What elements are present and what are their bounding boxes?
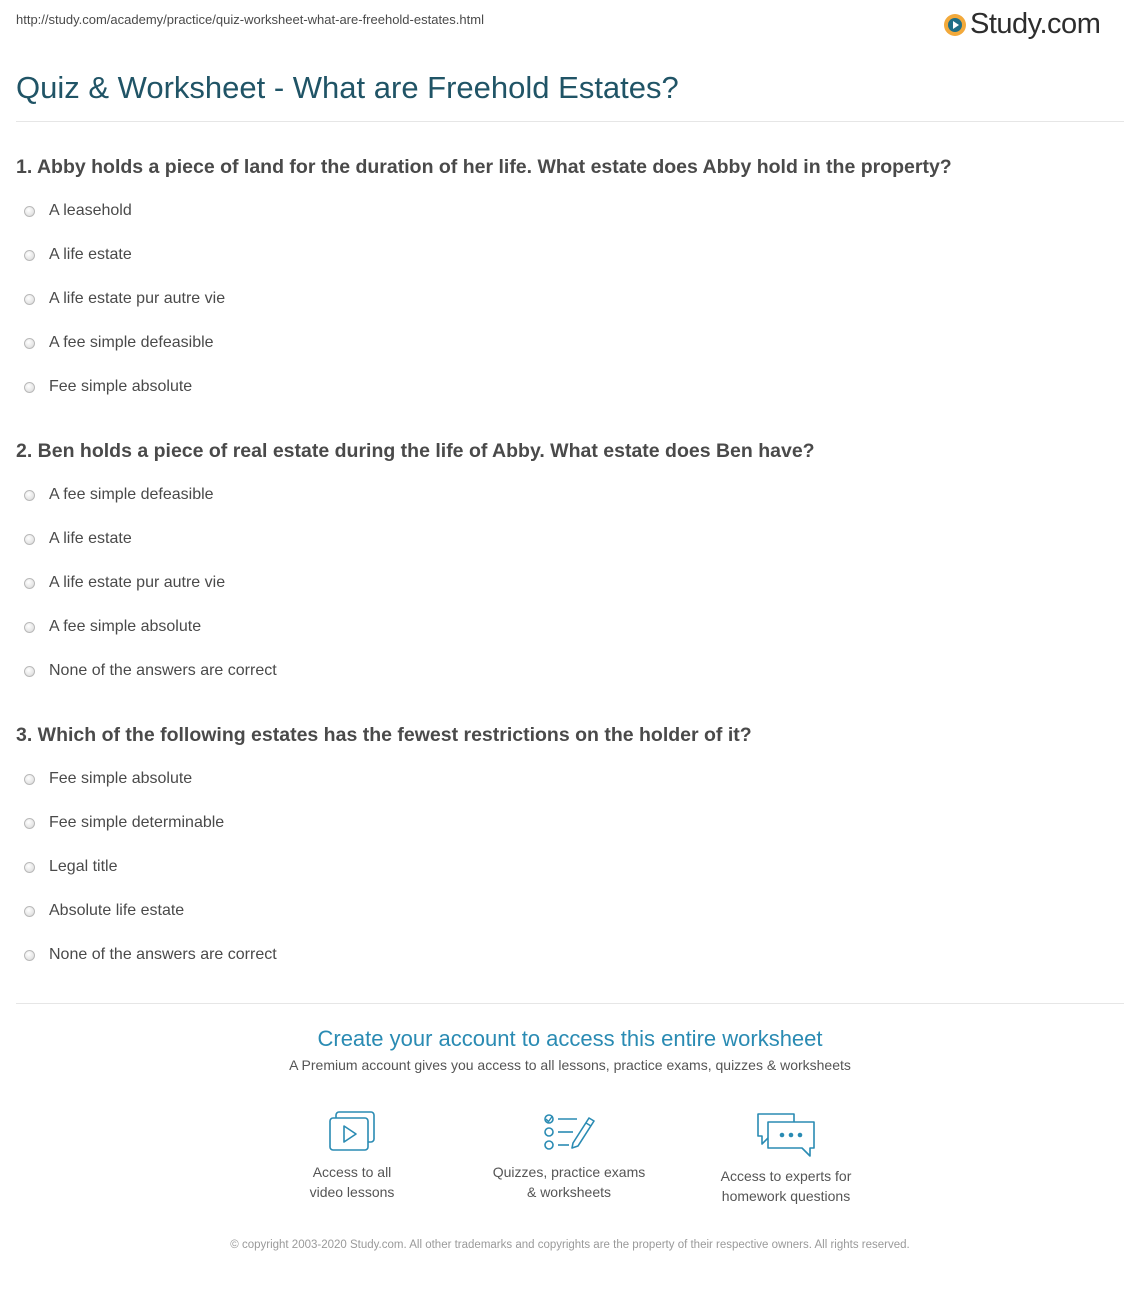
feature-line-2: video lessons: [309, 1184, 395, 1200]
feature-line-2: & worksheets: [526, 1184, 612, 1200]
answer-option[interactable]: [16, 365, 1116, 409]
radio-icon[interactable]: [24, 818, 35, 829]
radio-icon[interactable]: [24, 490, 35, 501]
answer-label: A fee simple absolute: [49, 618, 202, 635]
answer-label: None of the answers are correct: [49, 946, 277, 963]
answer-option[interactable]: [16, 889, 1116, 933]
answer-label: A fee simple defeasible: [49, 334, 214, 351]
answer-options: [16, 189, 1116, 409]
question-3: [16, 723, 1116, 977]
answer-option[interactable]: [16, 473, 1116, 517]
radio-icon[interactable]: [24, 250, 35, 261]
logo-play-icon: [944, 14, 966, 36]
divider: [16, 121, 1124, 122]
answer-option[interactable]: [16, 517, 1116, 561]
answer-option[interactable]: [16, 845, 1116, 889]
answer-label: Legal title: [49, 858, 118, 875]
question-text: 3. Which of the following estates has the fewest restrictions on the holder of it?: [16, 724, 752, 746]
radio-icon[interactable]: [24, 862, 35, 873]
create-account-link[interactable]: Create your account to access this entire worksheet: [317, 1026, 823, 1051]
answer-options: [16, 473, 1116, 693]
question-text: 1. Abby holds a piece of land for the duration of her life. What estate does Abby hold in the property?: [16, 156, 952, 178]
answer-option[interactable]: [16, 277, 1116, 321]
feature-quizzes: [479, 1110, 659, 1202]
answer-option[interactable]: [16, 801, 1116, 845]
radio-icon[interactable]: [24, 206, 35, 217]
answer-label: Fee simple absolute: [49, 378, 193, 395]
feature-video-lessons: [262, 1110, 442, 1202]
answer-option[interactable]: [16, 757, 1116, 801]
radio-icon[interactable]: [24, 622, 35, 633]
answer-label: None of the answers are correct: [49, 662, 277, 679]
cta-subtitle: A Premium account gives you access to all lessons, practice exams, quizzes & worksheets: [289, 1057, 851, 1073]
feature-line-1: Quizzes, practice exams: [492, 1164, 646, 1180]
answer-label: A life estate: [49, 530, 132, 547]
feature-line-1: Access to all: [312, 1164, 392, 1180]
answer-option[interactable]: [16, 933, 1116, 977]
radio-icon[interactable]: [24, 534, 35, 545]
answer-option[interactable]: [16, 649, 1116, 693]
radio-icon[interactable]: [24, 906, 35, 917]
feature-line-1: Access to experts for: [720, 1168, 852, 1184]
radio-icon[interactable]: [24, 338, 35, 349]
answer-label: A leasehold: [49, 202, 132, 219]
answer-label: Fee simple absolute: [49, 770, 193, 787]
answer-label: A life estate: [49, 246, 132, 263]
copyright-footer: © copyright 2003-2020 Study.com. All other trademarks and copyrights are the property of their respective owners. All rights reserved.: [230, 1239, 910, 1251]
answer-option[interactable]: [16, 605, 1116, 649]
radio-icon[interactable]: [24, 950, 35, 961]
page-title: Quiz & Worksheet - What are Freehold Estates?: [16, 70, 679, 105]
answer-label: A life estate pur autre vie: [49, 574, 226, 591]
answer-label: Fee simple determinable: [49, 814, 225, 831]
answer-label: Absolute life estate: [49, 902, 185, 919]
answer-option[interactable]: [16, 321, 1116, 365]
feature-line-2: homework questions: [721, 1188, 851, 1204]
study-logo[interactable]: [944, 8, 1100, 41]
radio-icon[interactable]: [24, 774, 35, 785]
answer-label: A life estate pur autre vie: [49, 290, 226, 307]
answer-options: [16, 757, 1116, 977]
quiz-checklist-icon: [541, 1110, 597, 1154]
radio-icon[interactable]: [24, 666, 35, 677]
radio-icon[interactable]: [24, 294, 35, 305]
question-2: [16, 439, 1116, 693]
answer-option[interactable]: [16, 561, 1116, 605]
question-text: 2. Ben holds a piece of real estate during the life of Abby. What estate does Ben have?: [16, 440, 815, 462]
chat-experts-icon: [754, 1110, 818, 1158]
feature-experts: [696, 1110, 876, 1206]
divider: [16, 1003, 1124, 1004]
answer-option[interactable]: [16, 189, 1116, 233]
answer-label: A fee simple defeasible: [49, 486, 214, 503]
answer-option[interactable]: [16, 233, 1116, 277]
radio-icon[interactable]: [24, 382, 35, 393]
video-lessons-icon: [326, 1110, 378, 1154]
logo-text: Study.com: [970, 8, 1101, 40]
radio-icon[interactable]: [24, 578, 35, 589]
page-url: http://study.com/academy/practice/quiz-worksheet-what-are-freehold-estates.html: [16, 12, 484, 27]
question-1: [16, 155, 1116, 409]
